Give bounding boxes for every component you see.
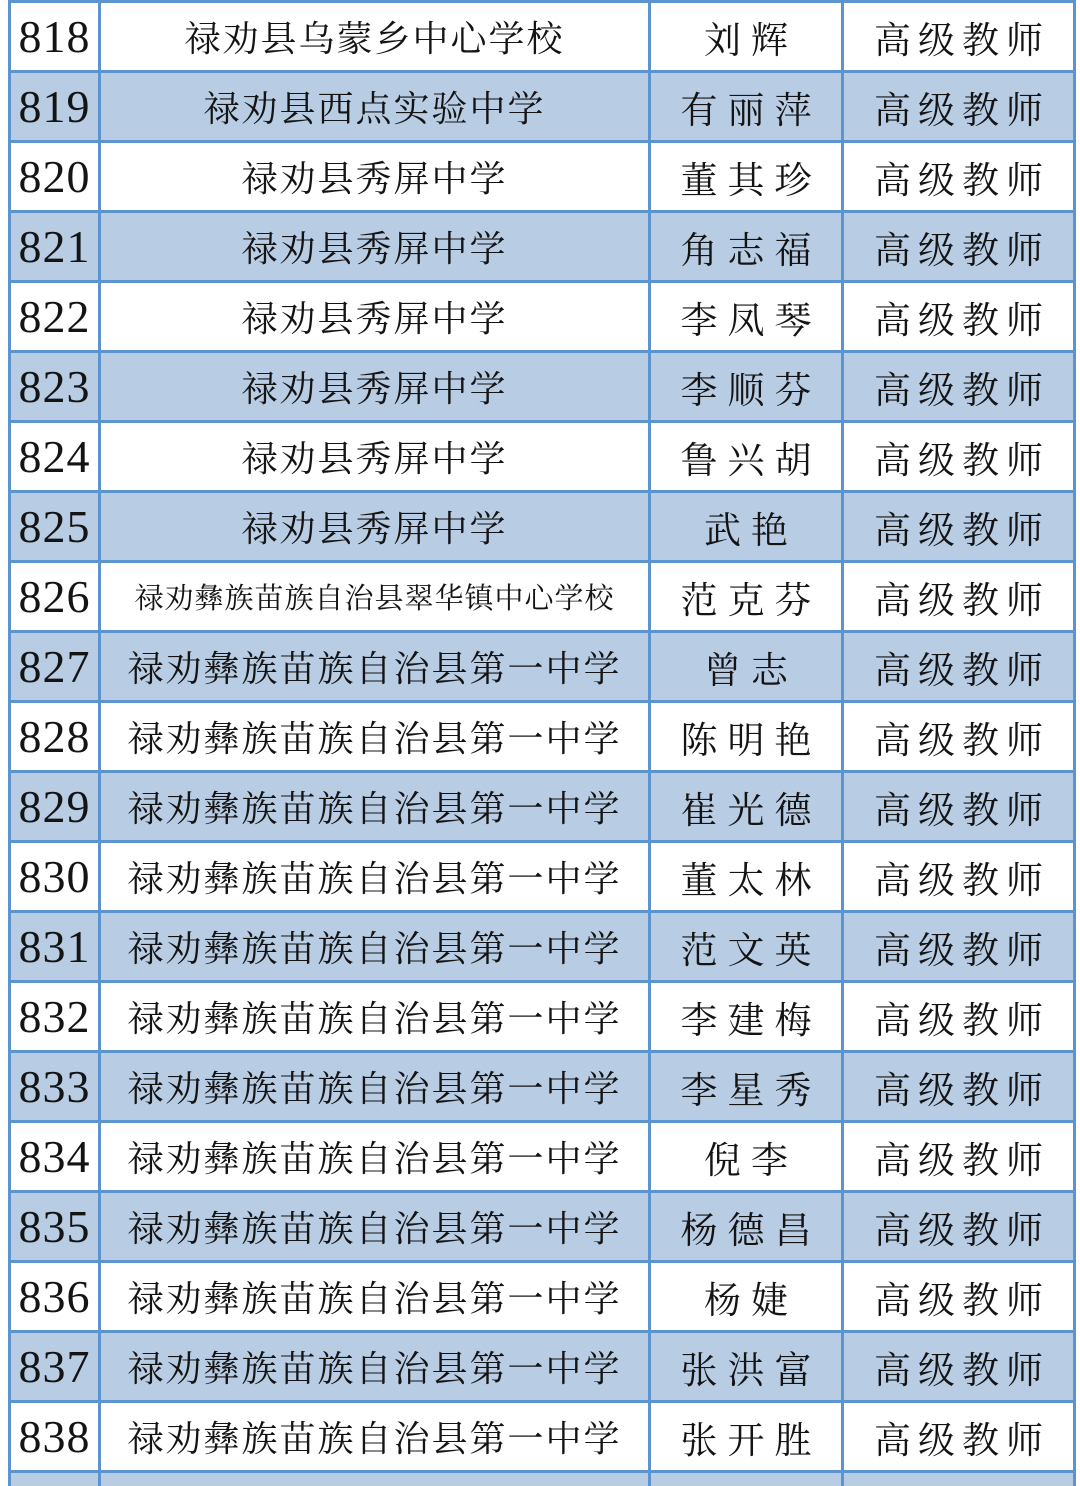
- school-cell: [101, 1473, 651, 1486]
- row-number-cell: 833: [11, 1053, 101, 1123]
- name-cell: 李凤琴: [651, 283, 844, 353]
- name-cell: 范克芬: [651, 563, 844, 633]
- row-number-cell: [11, 1473, 101, 1486]
- table-row: [11, 283, 1073, 353]
- name-cell: 李顺芬: [651, 353, 844, 423]
- row-number-cell: 828: [11, 703, 101, 773]
- table-row: [11, 913, 1073, 983]
- school-cell: 禄劝彝族苗族自治县第一中学: [101, 633, 651, 703]
- row-number-cell: 827: [11, 633, 101, 703]
- table-row: [11, 1053, 1073, 1123]
- row-number-cell: 825: [11, 493, 101, 563]
- school-cell: 禄劝彝族苗族自治县第一中学: [101, 1333, 651, 1403]
- title-cell: 高级教师: [844, 1263, 1073, 1333]
- title-cell: 高级教师: [844, 143, 1073, 213]
- table-row: [11, 983, 1073, 1053]
- name-cell: 张洪富: [651, 1333, 844, 1403]
- name-cell: [651, 1473, 844, 1486]
- row-number-cell: 818: [11, 3, 101, 73]
- name-cell: 范文英: [651, 913, 844, 983]
- title-cell: 高级教师: [844, 213, 1073, 283]
- title-cell: 高级教师: [844, 1403, 1073, 1473]
- school-cell: 禄劝彝族苗族自治县第一中学: [101, 843, 651, 913]
- row-number-cell: 819: [11, 73, 101, 143]
- table-row: [11, 1123, 1073, 1193]
- name-cell: 李星秀: [651, 1053, 844, 1123]
- table-row: [11, 843, 1073, 913]
- school-cell: 禄劝彝族苗族自治县第一中学: [101, 773, 651, 843]
- table-row: [11, 1193, 1073, 1263]
- row-number-cell: 835: [11, 1193, 101, 1263]
- school-cell: 禄劝县乌蒙乡中心学校: [101, 3, 651, 73]
- school-cell: 禄劝彝族苗族自治县第一中学: [101, 1263, 651, 1333]
- row-number-cell: 831: [11, 913, 101, 983]
- table-row: [11, 353, 1073, 423]
- name-cell: 张开胜: [651, 1403, 844, 1473]
- table-row: [11, 1403, 1073, 1473]
- name-cell: 刘辉: [651, 3, 844, 73]
- title-cell: 高级教师: [844, 73, 1073, 143]
- title-cell: 高级教师: [844, 633, 1073, 703]
- school-cell: 禄劝彝族苗族自治县第一中学: [101, 1053, 651, 1123]
- row-number-cell: 829: [11, 773, 101, 843]
- row-number-cell: 836: [11, 1263, 101, 1333]
- row-number-cell: 832: [11, 983, 101, 1053]
- school-cell: 禄劝县秀屏中学: [101, 353, 651, 423]
- title-cell: 高级教师: [844, 1193, 1073, 1263]
- school-cell: 禄劝彝族苗族自治县第一中学: [101, 913, 651, 983]
- name-cell: 李建梅: [651, 983, 844, 1053]
- school-cell: 禄劝县秀屏中学: [101, 493, 651, 563]
- title-cell: 高级教师: [844, 353, 1073, 423]
- table-row: [11, 73, 1073, 143]
- row-number-cell: 824: [11, 423, 101, 493]
- name-cell: 董其珍: [651, 143, 844, 213]
- table-row: [11, 143, 1073, 213]
- row-number-cell: 822: [11, 283, 101, 353]
- title-cell: 高级教师: [844, 563, 1073, 633]
- name-cell: 董太林: [651, 843, 844, 913]
- table-row: [11, 773, 1073, 843]
- school-cell: 禄劝彝族苗族自治县第一中学: [101, 983, 651, 1053]
- title-cell: [844, 1473, 1073, 1486]
- row-number-cell: 821: [11, 213, 101, 283]
- table-row: [11, 703, 1073, 773]
- table-row: [11, 1263, 1073, 1333]
- school-cell: 禄劝彝族苗族自治县第一中学: [101, 703, 651, 773]
- row-number-cell: 820: [11, 143, 101, 213]
- title-cell: 高级教师: [844, 283, 1073, 353]
- table-row: [11, 493, 1073, 563]
- table-row: [11, 423, 1073, 493]
- school-cell: 禄劝彝族苗族自治县第一中学: [101, 1403, 651, 1473]
- title-cell: 高级教师: [844, 1333, 1073, 1403]
- name-cell: 杨德昌: [651, 1193, 844, 1263]
- table-row: [11, 3, 1073, 73]
- school-cell: 禄劝县秀屏中学: [101, 213, 651, 283]
- title-cell: 高级教师: [844, 493, 1073, 563]
- school-cell: 禄劝县秀屏中学: [101, 143, 651, 213]
- title-cell: 高级教师: [844, 423, 1073, 493]
- title-cell: 高级教师: [844, 913, 1073, 983]
- table-row: [11, 213, 1073, 283]
- name-cell: 鲁兴胡: [651, 423, 844, 493]
- title-cell: 高级教师: [844, 3, 1073, 73]
- title-cell: 高级教师: [844, 773, 1073, 843]
- school-cell: 禄劝县秀屏中学: [101, 283, 651, 353]
- school-cell: 禄劝彝族苗族自治县第一中学: [101, 1193, 651, 1263]
- name-cell: 曾志: [651, 633, 844, 703]
- name-cell: 角志福: [651, 213, 844, 283]
- name-cell: 杨婕: [651, 1263, 844, 1333]
- title-cell: 高级教师: [844, 1053, 1073, 1123]
- title-cell: 高级教师: [844, 1123, 1073, 1193]
- row-number-cell: 823: [11, 353, 101, 423]
- school-cell: 禄劝彝族苗族自治县翠华镇中心学校: [101, 563, 651, 633]
- name-cell: 倪李: [651, 1123, 844, 1193]
- name-cell: 武艳: [651, 493, 844, 563]
- partial-next-row: [11, 1473, 1073, 1486]
- name-cell: 有丽萍: [651, 73, 844, 143]
- title-cell: 高级教师: [844, 843, 1073, 913]
- name-cell: 崔光德: [651, 773, 844, 843]
- school-cell: 禄劝县西点实验中学: [101, 73, 651, 143]
- school-cell: 禄劝彝族苗族自治县第一中学: [101, 1123, 651, 1193]
- title-cell: 高级教师: [844, 703, 1073, 773]
- row-number-cell: 837: [11, 1333, 101, 1403]
- row-number-cell: 830: [11, 843, 101, 913]
- row-number-cell: 826: [11, 563, 101, 633]
- table-row: [11, 563, 1073, 633]
- table-row: [11, 633, 1073, 703]
- table-row: [11, 1333, 1073, 1403]
- teacher-roster-table: [8, 0, 1076, 1486]
- title-cell: 高级教师: [844, 983, 1073, 1053]
- row-number-cell: 838: [11, 1403, 101, 1473]
- school-cell: 禄劝县秀屏中学: [101, 423, 651, 493]
- row-number-cell: 834: [11, 1123, 101, 1193]
- name-cell: 陈明艳: [651, 703, 844, 773]
